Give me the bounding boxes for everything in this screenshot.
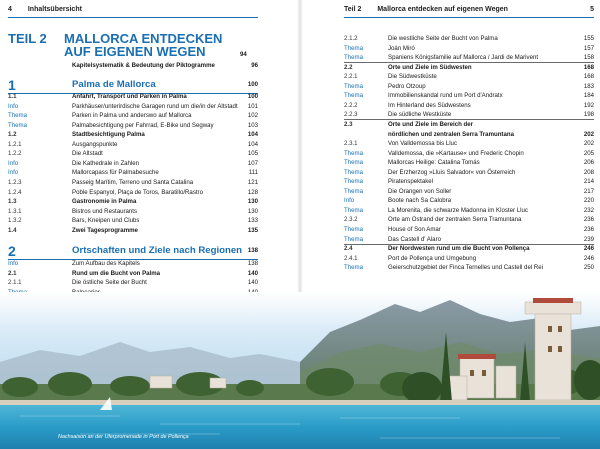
toc-entry[interactable]: [8, 140, 258, 149]
toc-entry-number: Info: [8, 159, 19, 167]
toc-entry[interactable]: [344, 206, 594, 215]
toc-entry[interactable]: [8, 278, 258, 287]
toc-entry-page: 168: [583, 63, 594, 71]
part-heading-line2: AUF EIGENEN WEGEN: [64, 44, 206, 59]
toc-entry-number: Thema: [344, 159, 363, 167]
toc-entry-title: Palmabesichtigung per Fahrrad, E-Bike und Segway: [72, 121, 214, 129]
toc-entry-number: 1.2.4: [8, 188, 22, 196]
toc-entry-page: 208: [583, 168, 594, 176]
right-header-part: Teil 2: [344, 6, 362, 13]
toc-entry[interactable]: [8, 92, 258, 101]
chapter-1-number: 1: [8, 77, 16, 93]
chapter-2-number: 2: [8, 243, 16, 259]
toc-entry-number: 1.3.2: [8, 217, 22, 225]
toc-entry[interactable]: [8, 259, 258, 268]
toc-entry[interactable]: [344, 130, 594, 139]
toc-entry-title: Im Hinterland des Südwestens: [388, 101, 471, 109]
left-header-title: Inhaltsübersicht: [27, 6, 82, 13]
toc-entry-title: Die Südwestküste: [388, 73, 437, 81]
toc-entry-title: Bars, Kneipen und Clubs: [72, 217, 140, 225]
toc-entry-number: 1.2.2: [8, 150, 22, 158]
toc-entry-number: Thema: [8, 121, 27, 129]
toc-entry[interactable]: [344, 158, 594, 167]
right-header-rule: [344, 17, 594, 18]
chapter-2-heading[interactable]: [8, 244, 258, 258]
toc-entry-page: 121: [247, 178, 258, 186]
toc-entry-number: Thema: [344, 149, 363, 157]
toc-entry-page: 157: [583, 44, 594, 52]
toc-entry-title: Die Orangen von Soller: [388, 187, 452, 195]
toc-entry[interactable]: [8, 216, 258, 225]
toc-entry-page: 100: [247, 93, 258, 100]
toc-entry-number: 2.1.2: [344, 35, 358, 42]
toc-entry-number: 1.1: [8, 93, 17, 100]
toc-entry-page: 96: [251, 62, 258, 69]
toc-entry-number: Info: [8, 169, 19, 177]
toc-entry-title: Anfahrt, Transport und Parken in Palma: [72, 93, 187, 100]
toc-entry-page: 155: [583, 35, 594, 42]
toc-entry[interactable]: [8, 61, 258, 70]
toc-entry[interactable]: [8, 226, 258, 235]
toc-entry[interactable]: [8, 168, 258, 177]
toc-entry-title: Die südliche Westküste: [388, 111, 452, 119]
toc-entry-number: 1.2.1: [8, 140, 22, 148]
harbour-photo-illustration: [0, 292, 600, 449]
toc-entry[interactable]: [344, 34, 594, 43]
harbour-photo: [0, 292, 600, 449]
right-page-number: 5: [590, 6, 594, 13]
toc-entry-page: 104: [247, 131, 258, 139]
toc-entry-title: Der Nordwesten rund um die Bucht von Pollença: [388, 245, 530, 253]
toc-intro: [8, 61, 258, 73]
toc-entry-page: 102: [247, 112, 258, 120]
left-page-header: [8, 6, 82, 13]
toc-entry-page: 202: [583, 130, 594, 138]
toc-entry-title: Orte und Ziele im Südwesten: [388, 63, 472, 71]
toc-entry-number: Thema: [344, 92, 363, 100]
part-heading: [64, 32, 264, 58]
toc-entry-number: 2.2.2: [344, 101, 358, 109]
toc-entry[interactable]: [344, 82, 594, 91]
toc-entry[interactable]: [8, 188, 258, 197]
toc-entry-title: Die Kathedrale in Zahlen: [72, 159, 140, 167]
toc-entry-page: 140: [247, 269, 258, 277]
toc-entry-title: Valldemossa, die »Kartause« und Frederic Chopin: [388, 149, 524, 157]
toc-entry-title: Rund um die Bucht von Palma: [72, 269, 161, 277]
toc-entry-number: Thema: [344, 226, 363, 233]
toc-entry-number: Thema: [344, 82, 363, 90]
toc-entry[interactable]: [344, 53, 594, 63]
toc-entry-number: Thema: [8, 112, 27, 120]
photo-caption: Nachsaison an der Uferpromenade in Port de Pollença: [58, 434, 189, 440]
chapter-1-page: 100: [247, 81, 258, 88]
toc-entry-page: 128: [247, 188, 258, 196]
toc-entry-number: Thema: [344, 264, 363, 272]
toc-entry-number: Thema: [344, 235, 363, 243]
toc-entry-title: Boote nach Sa Calobra: [388, 197, 452, 205]
toc-entry-page: 130: [247, 198, 258, 206]
toc-entry-number: 2.4.1: [344, 254, 358, 262]
toc-entry-title: Bistros und Restaurants: [72, 207, 138, 215]
right-page-header: [344, 6, 594, 13]
toc-entry-number: 2.2: [344, 63, 353, 71]
toc-entry[interactable]: [344, 168, 594, 177]
toc-entry-page: 105: [247, 150, 258, 158]
toc-entry-page: 101: [247, 102, 258, 110]
chapter-1-heading[interactable]: [8, 78, 258, 92]
toc-entry[interactable]: [344, 225, 594, 234]
toc-entry-page: 236: [583, 216, 594, 224]
toc-entry-page: 168: [583, 73, 594, 81]
toc-entry[interactable]: [344, 263, 594, 272]
toc-entry-page: 205: [583, 149, 594, 157]
toc-entry-number: 2.1.1: [8, 279, 22, 287]
toc-entry-page: 214: [583, 178, 594, 186]
toc-entry-number: 1.3: [8, 198, 17, 206]
toc-entry[interactable]: [8, 121, 258, 130]
toc-entry-title: Die Altstadt: [72, 150, 103, 158]
toc-entry-page: 198: [583, 111, 594, 119]
toc-entry-page: 103: [247, 121, 258, 129]
toc-entry-title: Port de Pollença und Umgebung: [388, 254, 477, 262]
toc-entry[interactable]: [344, 120, 594, 129]
toc-entry[interactable]: [8, 207, 258, 216]
toc-entry-title: Joán Miró: [388, 44, 415, 52]
toc-entry[interactable]: [344, 139, 594, 148]
toc-entry-title: House of Son Amar: [388, 226, 441, 233]
toc-entry[interactable]: [8, 197, 258, 206]
chapter-1-title: Palma de Mallorca: [72, 79, 156, 90]
toc-entry-number: 2.1: [8, 269, 17, 277]
toc-entry-title: Orte am Ostrand der zentralen Serra Tramuntana: [388, 216, 522, 224]
toc-entry-number: Info: [8, 260, 19, 267]
toc-entry-title: Der Erzherzog »Lluis Salvador« von Österreich: [388, 168, 516, 176]
toc-entry[interactable]: [344, 72, 594, 81]
toc-entry-number: 2.3: [344, 120, 353, 128]
toc-entry[interactable]: [344, 63, 594, 72]
toc-entry-page: 192: [583, 101, 594, 109]
toc-entry-title: Passeig Marítim, Terreno und Santa Catalina: [72, 178, 194, 186]
toc-entry[interactable]: [344, 244, 594, 253]
toc-entry[interactable]: [8, 111, 258, 120]
toc-entry-page: 217: [583, 187, 594, 195]
toc-entry[interactable]: [8, 269, 258, 278]
toc-entry-title: Orte und Ziele im Bereich der: [388, 120, 473, 128]
toc-entry-page: 183: [583, 82, 594, 90]
toc-entry-number: 1.2.3: [8, 178, 22, 186]
toc-entry-page: 236: [583, 226, 594, 233]
toc-entry[interactable]: [344, 149, 594, 158]
toc-entry-page: 246: [583, 254, 594, 262]
toc-entry-title: Zum Aufbau des Kapitels: [72, 260, 140, 267]
toc-entry-title: Parkhäuser/unterirdische Garagen rund um die/in der Altstadt: [72, 102, 238, 110]
toc-entry-title: Pedro Otzoup: [388, 82, 426, 90]
toc-entry-number: 1.4: [8, 226, 17, 234]
toc-entry-page: 135: [247, 226, 258, 234]
toc-entry-title: Zwei Tagesprogramme: [72, 226, 138, 234]
toc-entry-title: Poble Espanyol, Plaça de Toros, Baratillo/Rastro: [72, 188, 203, 196]
toc-right: [344, 34, 594, 290]
toc-entry[interactable]: [344, 101, 594, 110]
toc-entry-number: Info: [8, 102, 19, 110]
toc-entry-page: 133: [247, 217, 258, 225]
toc-entry[interactable]: [344, 254, 594, 263]
toc-entry-title: Die westliche Seite der Bucht von Palma: [388, 35, 498, 42]
toc-entry-number: Thema: [344, 206, 363, 214]
toc-entry-page: 239: [583, 235, 594, 243]
toc-entry-title: Gastronomie in Palma: [72, 198, 137, 206]
toc-entry-page: 220: [583, 197, 594, 205]
toc-entry-title: Parken in Palma und anderswo auf Mallorca: [72, 112, 192, 120]
toc-entry[interactable]: [8, 102, 258, 111]
toc-entry-page: 246: [583, 245, 594, 253]
toc-entry-title: Stadtbesichtigung Palma: [72, 131, 145, 139]
toc-entry-title: Mallorcas Heilige: Catalina Tomás: [388, 159, 480, 167]
toc-entry-page: 130: [247, 207, 258, 215]
toc-entry[interactable]: [344, 235, 594, 245]
toc-entry-number: 2.3.1: [344, 140, 358, 148]
toc-entry-title: La Morenita, die schwarze Madonna im Kloster Lluc: [388, 206, 528, 214]
toc-entry-number: 1.2: [8, 131, 17, 139]
toc-entry-number: Thema: [344, 187, 363, 195]
right-header-title: Mallorca entdecken auf eigenen Wegen: [377, 6, 508, 13]
toc-entry-page: 206: [583, 159, 594, 167]
toc-entry-title: Die östliche Seite der Bucht: [72, 279, 147, 287]
toc-entry[interactable]: [8, 159, 258, 168]
toc-entry-title: Immobilienskandal rund um Port d'Andratx: [388, 92, 503, 100]
toc-entry-number: Info: [344, 197, 355, 205]
toc-entry-page: 111: [248, 169, 258, 177]
toc-entry-title: Ausgangspunkte: [72, 140, 118, 148]
toc-entry[interactable]: [344, 91, 594, 100]
toc-entry-title: Mallorcapass für Palmabesuche: [72, 169, 159, 177]
toc-entry-number: Thema: [344, 178, 363, 186]
toc-entry[interactable]: [344, 44, 594, 53]
toc-entry[interactable]: [344, 110, 594, 120]
toc-chapter-1: [8, 92, 258, 232]
toc-entry-number: 1.3.1: [8, 207, 22, 215]
part-heading-line1: MALLORCA ENTDECKEN: [64, 31, 223, 46]
toc-entry-title: nördlichen und zentralen Serra Tramuntana: [388, 130, 514, 138]
toc-entry[interactable]: [8, 178, 258, 187]
chapter-2-title: Ortschaften und Ziele nach Regionen: [72, 245, 243, 256]
toc-entry[interactable]: [344, 196, 594, 205]
toc-entry-page: 104: [247, 140, 258, 148]
toc-entry[interactable]: [8, 149, 258, 158]
toc-entry-title: Kapitelsystematik & Bedeutung der Piktogramme: [72, 62, 215, 69]
toc-entry-page: 250: [583, 264, 594, 272]
toc-entry-title: Geierschutzgebiet der Finca Ternelles und Castell del Rei: [388, 264, 544, 272]
toc-entry[interactable]: [344, 215, 594, 224]
toc-entry-page: 232: [583, 206, 594, 214]
toc-entry-number: Thema: [344, 54, 363, 62]
toc-entry-title: Das Castell d' Alaro: [388, 235, 441, 243]
toc-entry-number: 2.2.1: [344, 73, 358, 81]
toc-entry-page: 184: [583, 92, 594, 100]
toc-entry-title: Spaniens Königsfamilie auf Mallorca / Jardi de Marivent: [388, 54, 539, 62]
toc-entry-number: 2.3.2: [344, 216, 358, 224]
toc-entry-number: 2.4: [344, 245, 353, 253]
part-label: TEIL 2: [8, 31, 47, 46]
left-page-number: 4: [8, 6, 12, 13]
toc-entry-title: Piratenspektakel: [388, 178, 434, 186]
toc-entry[interactable]: [344, 177, 594, 186]
chapter-2-page: 138: [247, 247, 258, 254]
toc-entry[interactable]: [344, 187, 594, 196]
toc-entry-number: 2.2.3: [344, 111, 358, 119]
toc-entry-page: 202: [583, 140, 594, 148]
toc-entry-number: Thema: [344, 168, 363, 176]
toc-entry-page: 158: [583, 54, 594, 62]
toc-entry-page: 140: [247, 279, 258, 287]
toc-entry-page: 107: [247, 159, 258, 167]
toc-entry-number: Thema: [344, 44, 363, 52]
toc-entry-title: Von Valldemossa bis Lluc: [388, 140, 457, 148]
part-heading-page: 94: [240, 51, 247, 58]
toc-entry-page: 138: [247, 260, 258, 267]
left-header-rule: [8, 17, 258, 18]
toc-entry[interactable]: [8, 130, 258, 139]
